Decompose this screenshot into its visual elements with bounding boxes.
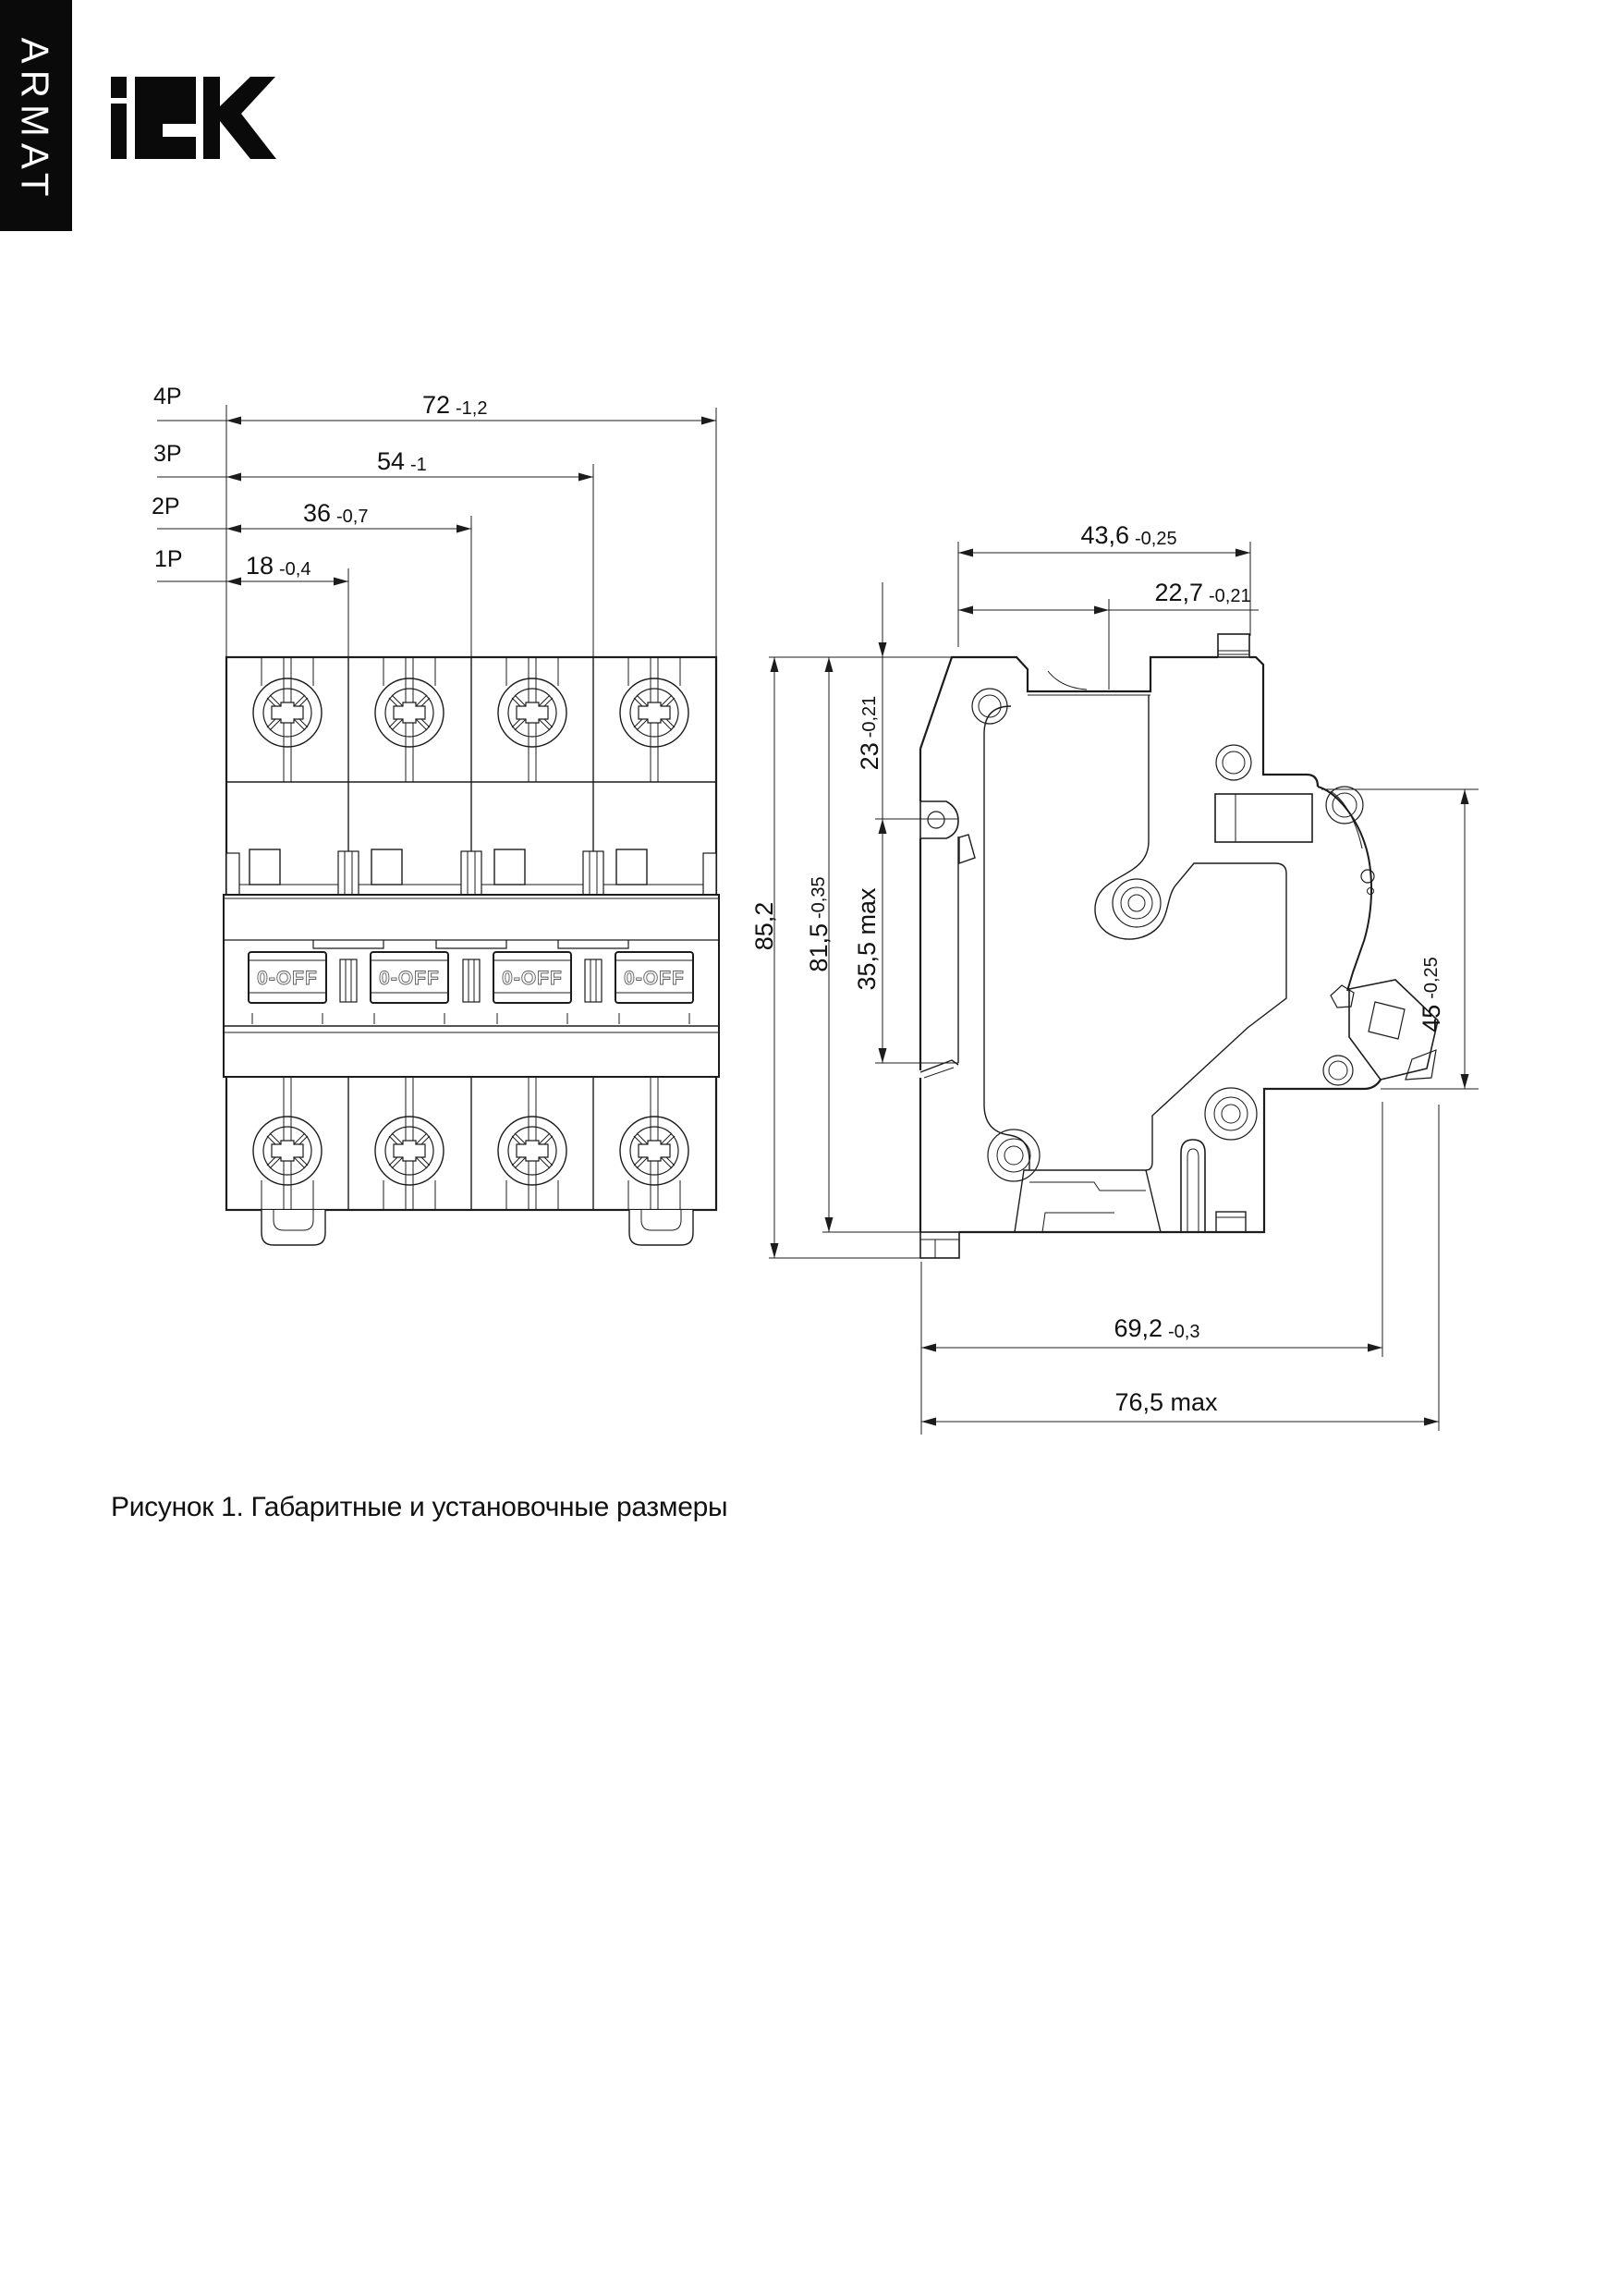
brand-header xyxy=(0,0,276,231)
din-feet xyxy=(262,1210,693,1245)
dim-54-tol: -1 xyxy=(410,455,427,475)
dim-85-2-value: 85,2 xyxy=(750,901,778,951)
pole-label-3p: 3P xyxy=(153,441,182,467)
dim-18-tol: -0,4 xyxy=(279,559,311,580)
iek-logo xyxy=(111,77,276,159)
dim-23-tol: -0,21 xyxy=(859,695,880,739)
pole-label-1p: 1P xyxy=(154,546,183,572)
dim-23-value: 23 xyxy=(856,742,883,771)
front-dimensions xyxy=(152,384,716,657)
dim-45-value: 45 xyxy=(1418,1004,1445,1032)
dim-72-tol: -1,2 xyxy=(456,398,488,419)
dim-45 xyxy=(1418,957,1445,1032)
dim-72-value: 72 xyxy=(421,391,450,419)
handle-label-3: 0-OFF xyxy=(502,968,563,989)
dim-22-7-value: 22,7 xyxy=(1154,579,1203,606)
pole-label-4p: 4P xyxy=(153,384,182,409)
dim-18-value: 18 xyxy=(245,552,274,580)
series-label: ARMAT xyxy=(13,37,57,203)
figure-caption: Рисунок 1. Габаритные и установочные размеры xyxy=(111,1492,728,1522)
dim-69-2-tol: -0,3 xyxy=(1168,1322,1200,1342)
dim-23 xyxy=(856,696,883,771)
dim-54-value: 54 xyxy=(376,447,405,475)
dim-81-5-value: 81,5 xyxy=(805,923,833,972)
side-view xyxy=(920,634,1438,1258)
pole-label-2p: 2P xyxy=(152,494,180,519)
dim-22-7-tol: -0,21 xyxy=(1209,586,1251,606)
dim-43-6-tol: -0,25 xyxy=(1135,529,1177,549)
handle-label-4: 0-OFF xyxy=(624,968,685,989)
dim-35-5-value: 35,5 max xyxy=(853,887,881,991)
dim-45-tol: -0,25 xyxy=(1421,957,1442,999)
dim-81-5-tol: -0,35 xyxy=(809,876,829,920)
handle-label-1: 0-OFF xyxy=(257,968,318,989)
side-dimensions xyxy=(750,521,1479,1435)
dim-69-2-value: 69,2 xyxy=(1114,1314,1163,1342)
front-view xyxy=(224,657,719,1245)
dim-36-value: 36 xyxy=(302,499,331,527)
dim-43-6-value: 43,6 xyxy=(1080,521,1129,549)
handle-label-2: 0-OFF xyxy=(379,968,440,989)
dim-76-5-value: 76,5 max xyxy=(1114,1388,1218,1416)
dim-36-tol: -0,7 xyxy=(336,507,369,527)
dim-81-5 xyxy=(805,876,833,971)
